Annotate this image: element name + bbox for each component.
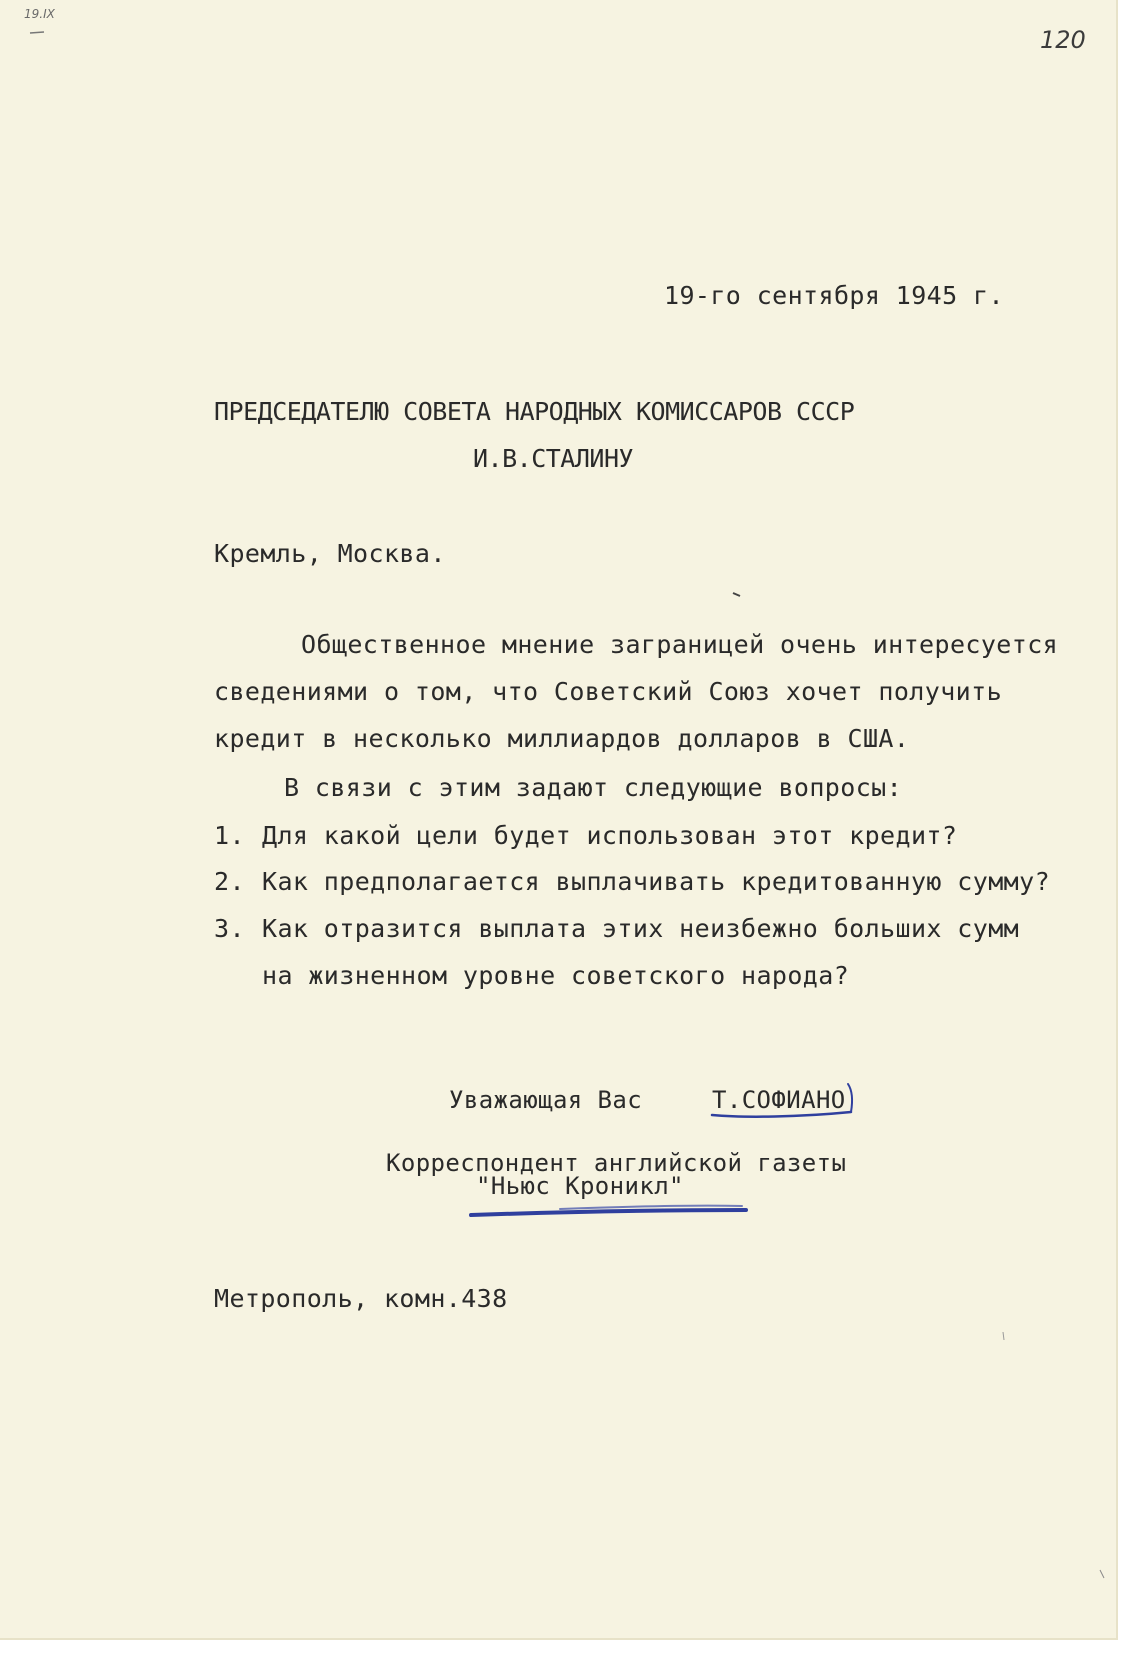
signer-underline-hook [848,1084,852,1112]
signer-name: Т.СОФИАНО [712,1086,846,1114]
signer-title-line-1: Корреспондент английской газеты [386,1149,847,1177]
newspaper-underline-stroke-2 [560,1206,742,1209]
newspaper-underline-mark [471,1210,746,1215]
question-2-number: 2. [214,867,245,896]
paper-speck [1003,1332,1004,1340]
body-line-2: сведениями о том, что Советский Союз хочет получить [214,677,1003,706]
margin-dash-mark [30,32,44,33]
addressee-title: ПРЕДСЕДАТЕЛЮ СОВЕТА НАРОДНЫХ КОМИССАРОВ СССР [214,397,855,426]
question-1-number: 1. [214,821,245,850]
signer-title-line-2: "Ньюс Кроникл" [476,1172,684,1200]
archive-page-number: 120 [1040,26,1086,54]
closing-phrase: Уважающая Вас [449,1086,643,1114]
question-3-continuation: на жизненном уровне советского народа? [262,961,850,990]
addressee-name: И.В.СТАЛИНУ [473,444,634,473]
margin-note: 19.IX [24,7,55,21]
recipient-location: Кремль, Москва. [214,539,446,568]
question-3-text: Как отразится выплата этих неизбежно больших сумм [262,914,1020,943]
body-line-3: кредит в несколько миллиардов долларов в США. [214,724,910,753]
letter-date: 19-го сентября 1945 г. [664,281,1004,310]
question-2-text: Как предполагается выплачивать кредитованную сумму? [262,867,1051,896]
stray-mark [733,593,740,596]
paper-speck-corner [1100,1570,1104,1578]
body-line-1: Общественное мнение заграницей очень интересуется [301,630,1059,659]
sender-address: Метрополь, комн.438 [214,1284,508,1313]
question-3-number: 3. [214,914,245,943]
body-line-4: В связи с этим задают следующие вопросы: [284,773,903,802]
question-1-text: Для какой цели будет использован этот кредит? [262,821,958,850]
